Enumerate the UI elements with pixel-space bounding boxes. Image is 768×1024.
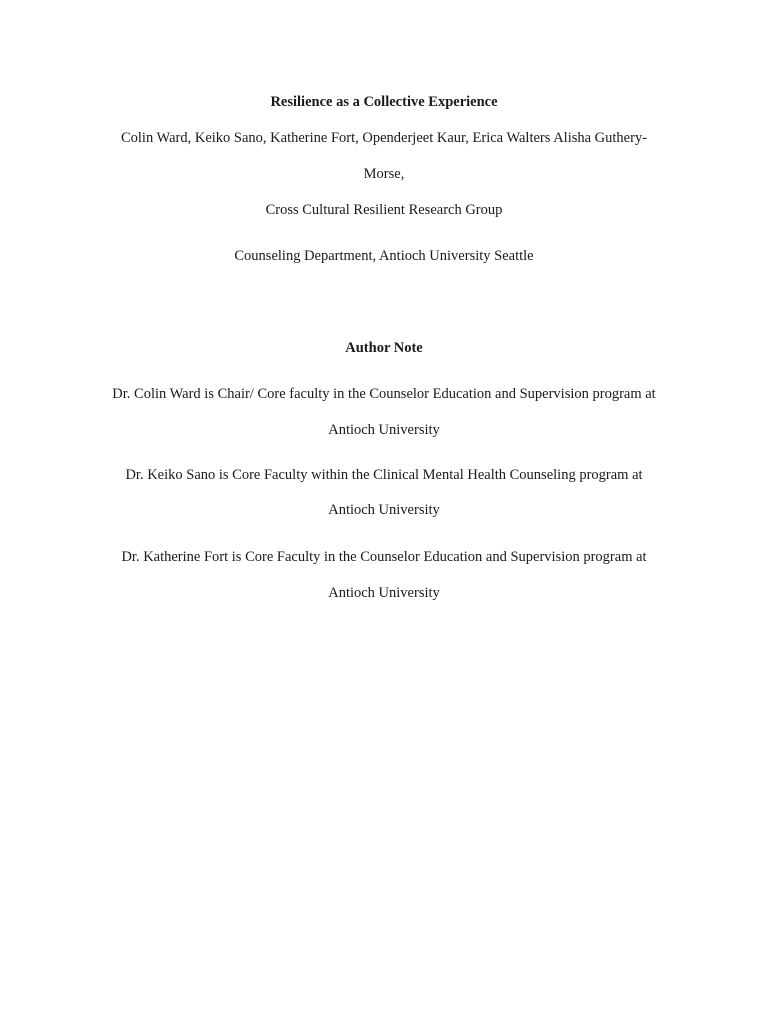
author-note-3-line-1: Dr. Katherine Fort is Core Faculty in the Counselor Education and Supervision program at <box>121 549 647 565</box>
affiliation: Counseling Department, Antioch University Seattle <box>234 248 534 264</box>
author-note-1-line-2: Antioch University <box>328 422 440 438</box>
author-note-3-line-2: Antioch University <box>328 585 440 601</box>
author-list-line-1: Colin Ward, Keiko Sano, Katherine Fort, Openderjeet Kaur, Erica Walters Alisha Guthery- <box>120 130 648 146</box>
paper-title: Resilience as a Collective Experience <box>270 94 498 110</box>
author-note-1-line-1: Dr. Colin Ward is Chair/ Core faculty in the Counselor Education and Supervision program at <box>112 386 656 402</box>
author-list-line-2: Morse, <box>363 166 405 182</box>
author-note-heading: Author Note <box>345 340 423 356</box>
author-note-2-line-1: Dr. Keiko Sano is Core Faculty within the Clinical Mental Health Counseling program at <box>125 467 643 483</box>
research-group: Cross Cultural Resilient Research Group <box>265 202 503 218</box>
author-note-2-line-2: Antioch University <box>328 502 440 518</box>
